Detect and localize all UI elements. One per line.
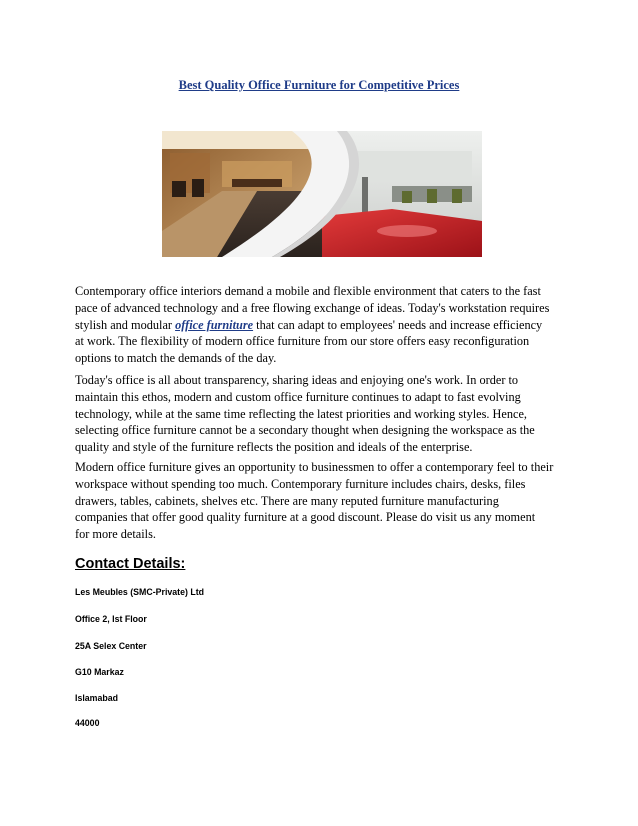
- ethos-paragraph: Today's office is all about transparency, sharing ideas and enjoying one's work. In order to maintain this ethos, modern and custom office furniture continues to adapt to fast evolving technology, while at the same time reflecting the latest priorities and working styles. Hence, selecting office furniture cannot be a secondary thought when designing the workspace as the quality and style of the furniture reflects the position and ideals of the enterprise.: [75, 373, 535, 455]
- office-interior-photo: [162, 131, 482, 257]
- contact-city: Islamabad: [75, 693, 119, 703]
- modern-furniture-paragraph: Modern office furniture gives an opportunity to businessmen to offer a contemporary feel to their workspace without spending too much. Contemporary furniture includes chairs, desks, files drawers, tables, cabinets, shelves etc. There are many reputed furniture manufacturing companies that offer good quality furniture at a good discount. Please do visit us any moment for more details.: [75, 460, 554, 542]
- contact-postal-code: 44000: [75, 718, 100, 728]
- contact-office: Office 2, Ist Floor: [75, 614, 147, 624]
- page-title: Best Quality Office Furniture for Competitive Prices: [178, 78, 460, 92]
- contact-building: 25A Selex Center: [75, 641, 147, 651]
- intro-text-before-link: Contemporary office interiors demand a mobile and flexible environment that caters to the fast pace of advanced technology and a free flowing exchange of ideas. Today's workstation requires stylish and modular: [75, 284, 550, 332]
- contact-area: G10 Markaz: [75, 667, 124, 677]
- office-furniture-link[interactable]: office furniture: [175, 317, 254, 332]
- intro-paragraph: [75, 283, 575, 367]
- contact-company: Les Meubles (SMC-Private) Ltd: [75, 587, 205, 597]
- contact-heading: Contact Details:: [75, 556, 186, 572]
- intro-text-after-link: that can adapt to employees' needs and increase efficiency at work. The flexibility of modern office furniture from our store offers easy reconfiguration options to match the demands of the day.: [75, 317, 543, 366]
